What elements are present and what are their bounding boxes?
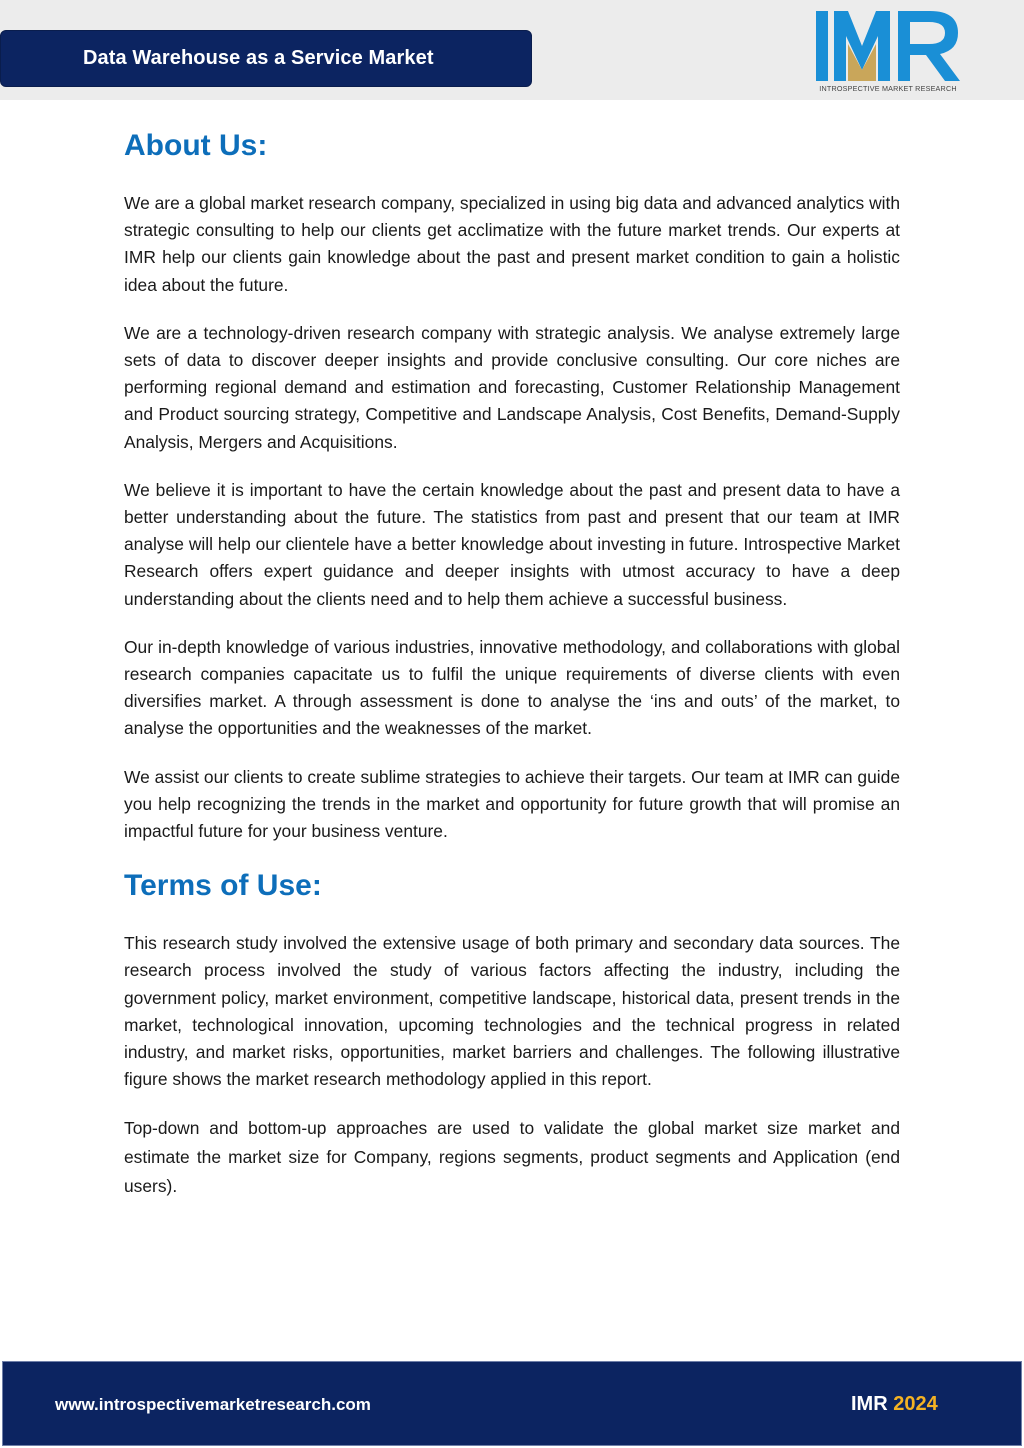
about-paragraph: We assist our clients to create sublime strategies to achieve their targets. Our team at IMR can guide you help recognizing the trends in the market and opportunity for future growth that will promise an impactful future for your business venture. <box>124 766 900 842</box>
terms-paragraph: Top-down and bottom-up approaches are used to validate the global market size market and estimate the market size for Company, regions segments, product segments and Application (end users). <box>124 1118 900 1197</box>
report-title-banner <box>0 30 532 87</box>
about-paragraph: We are a global market research company, specialized in using big data and advanced analytics with strategic consulting to help our clients get acclimatize with the future market trends. Our experts at IMR help our clients gain knowledge about the past and present market condition to gain a holistic idea about the future. <box>124 193 900 295</box>
terms-heading: Terms of Use: <box>124 869 322 903</box>
report-title: Data Warehouse as a Service Market <box>83 47 434 69</box>
main-content <box>124 126 900 1222</box>
footer <box>2 1361 1022 1446</box>
footer-brand-name: IMR <box>851 1393 888 1415</box>
about-paragraph: We are a technology-driven research company with strategic analysis. We analyse extremely large sets of data to discover deeper insights and provide conclusive consulting. Our core niches are performing regional demand and estimation and forecasting, Customer Relationship Management and Product sourcing strategy, Competitive and Landscape Analysis, Cost Benefits, Demand-Supply Analysis, Mergers and Acquisitions. <box>124 322 900 452</box>
footer-brand <box>851 1393 938 1416</box>
about-paragraph: We believe it is important to have the certain knowledge about the past and present data to have a better understanding about the future. The statistics from past and present that our team at IMR analyse will help our clientele have a better knowledge about investing in future. Introspective Market Research offers expert guidance and deeper insights with utmost accuracy to have a deep understanding about the clients need and to help them achieve a successful business. <box>124 479 900 609</box>
about-paragraph: Our in-depth knowledge of various industries, innovative methodology, and collaborations with global research companies capacitate us to fulfil the unique requirements of diverse clients with even diversifies market. A through assessment is done to analyse the ‘ins and outs’ of the market, to analyse the opportunities and the weaknesses of the market. <box>124 636 900 739</box>
website-link[interactable]: www.introspectivemarketresearch.com <box>55 1395 371 1414</box>
about-heading: About Us: <box>124 129 268 162</box>
logo-caption: INTROSPECTIVE MARKET RESEARCH <box>819 84 957 93</box>
terms-paragraph: This research study involved the extensive usage of both primary and secondary data sources. The research process involved the study of various factors affecting the industry, including the government policy, market environment, competitive landscape, historical data, present trends in the market, technological innovation, upcoming technologies and the technical progress in related industry, and market risks, opportunities, market barriers and challenges. The following illustrative figure shows the market research methodology applied in this report. <box>124 933 900 1090</box>
imr-logo <box>812 8 964 96</box>
footer-year: 2024 <box>893 1393 938 1415</box>
